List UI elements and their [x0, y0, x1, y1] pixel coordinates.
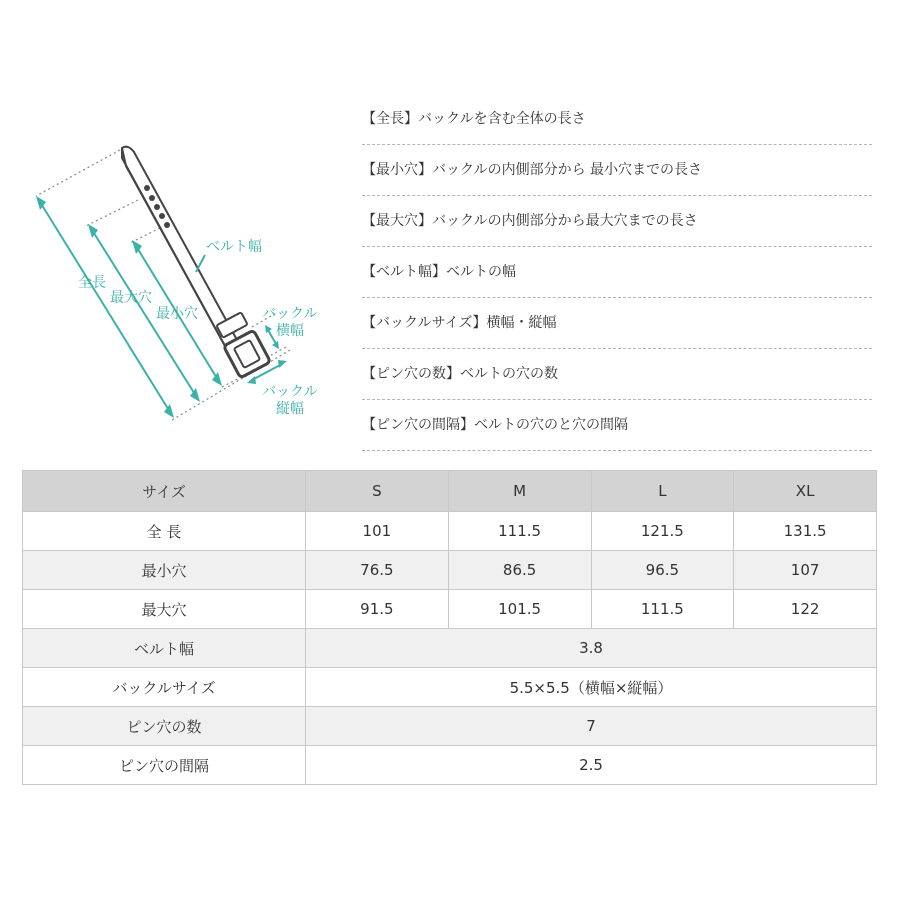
definition-item: 【バックルサイズ】横幅・縦幅	[362, 298, 872, 349]
label-buckle-width-2: 横幅	[276, 323, 304, 339]
header-m: M	[448, 471, 591, 512]
label-buckle-height-2: 縦幅	[276, 401, 304, 417]
header-size: サイズ	[23, 471, 306, 512]
cell-value: 107	[734, 551, 877, 590]
cell-value: 111.5	[591, 590, 734, 629]
cell-value: 76.5	[306, 551, 449, 590]
definition-item: 【ピン穴の数】ベルトの穴の数	[362, 349, 872, 400]
table-row	[23, 668, 877, 707]
header-s: S	[306, 471, 449, 512]
table-row	[23, 707, 877, 746]
cell-value-span: 3.8	[306, 629, 877, 668]
cell-value-span: 2.5	[306, 746, 877, 785]
row-label: バックルサイズ	[23, 668, 306, 707]
row-label: 最大穴	[23, 590, 306, 629]
label-min-hole: 最小穴	[156, 306, 198, 322]
row-label: ピン穴の数	[23, 707, 306, 746]
table-row	[23, 590, 877, 629]
cell-value: 131.5	[734, 512, 877, 551]
cell-value: 91.5	[306, 590, 449, 629]
cell-value-span: 5.5×5.5（横幅×縦幅）	[306, 668, 877, 707]
definition-item: 【ベルト幅】ベルトの幅	[362, 247, 872, 298]
cell-value: 101.5	[448, 590, 591, 629]
table-row	[23, 746, 877, 785]
table-row	[23, 512, 877, 551]
definition-item: 【ピン穴の間隔】ベルトの穴のと穴の間隔	[362, 400, 872, 451]
table-header-row	[23, 471, 877, 512]
label-buckle-height-1: バックル	[262, 384, 318, 400]
row-label: 最小穴	[23, 551, 306, 590]
label-belt-width: ベルト幅	[206, 239, 262, 255]
cell-value: 96.5	[591, 551, 734, 590]
definition-item: 【最大穴】バックルの内側部分から最大穴までの長さ	[362, 196, 872, 247]
header-xl: XL	[734, 471, 877, 512]
header-l: L	[591, 471, 734, 512]
size-table	[22, 470, 877, 785]
label-total-length: 全長	[78, 275, 106, 291]
definition-item: 【全長】バックルを含む全体の長さ	[362, 94, 872, 145]
row-label: ベルト幅	[23, 629, 306, 668]
definition-list	[362, 94, 872, 451]
cell-value: 122	[734, 590, 877, 629]
cell-value: 101	[306, 512, 449, 551]
label-max-hole: 最大穴	[110, 290, 152, 306]
cell-value-span: 7	[306, 707, 877, 746]
table-row	[23, 551, 877, 590]
cell-value: 86.5	[448, 551, 591, 590]
row-label: ピン穴の間隔	[23, 746, 306, 785]
cell-value: 111.5	[448, 512, 591, 551]
label-buckle-width-1: バックル	[262, 306, 318, 322]
cell-value: 121.5	[591, 512, 734, 551]
table-row	[23, 629, 877, 668]
belt-diagram	[0, 0, 360, 460]
definition-item: 【最小穴】バックルの内側部分から 最小穴までの長さ	[362, 145, 872, 196]
row-label: 全 長	[23, 512, 306, 551]
